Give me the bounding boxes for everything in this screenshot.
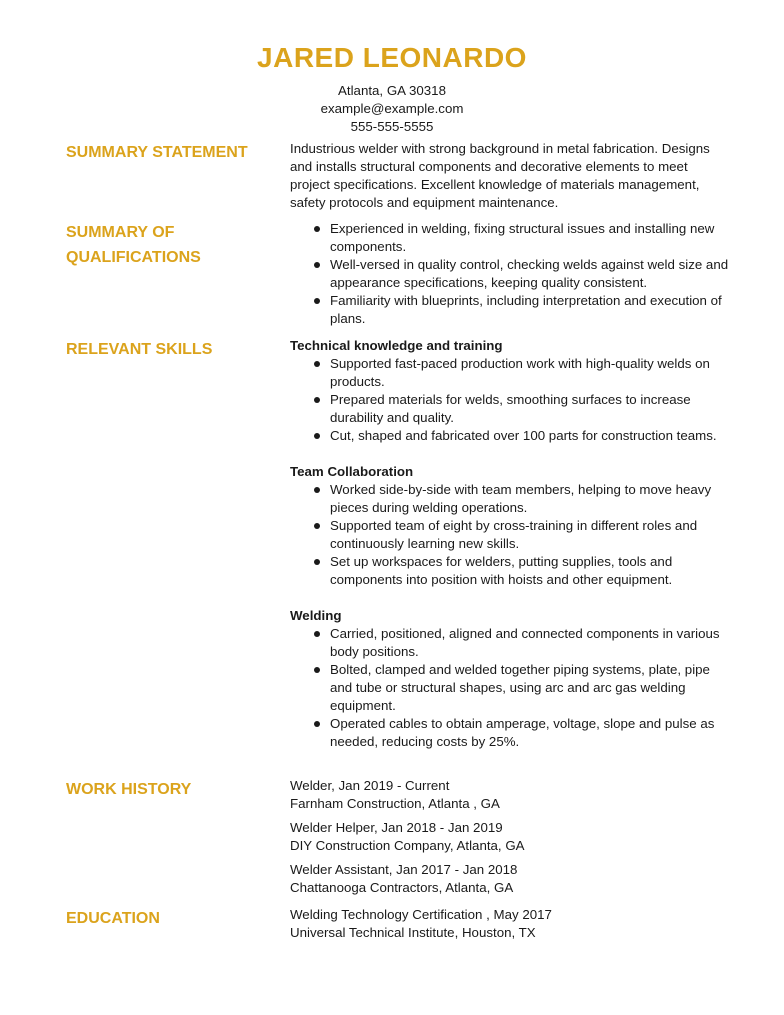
skill-group	[290, 463, 730, 589]
summary-title: SUMMARY STATEMENT	[66, 144, 248, 161]
list-item: Well-versed in quality control, checking welds against weld size and appearance specifications, keeping quality consistent.	[330, 257, 729, 290]
qualifications-title	[66, 220, 276, 270]
list-item: Supported team of eight by cross-training in different roles and continuously learning new skills.	[330, 517, 730, 553]
skill-group-heading: Technical knowledge and training	[290, 338, 503, 353]
list-item: Bolted, clamped and welded together piping systems, plate, pipe and tube or structural shapes, using arc and arc gas welding equipment.	[330, 661, 730, 715]
skills-title: RELEVANT SKILLS	[66, 341, 213, 358]
education-title: EDUCATION	[66, 910, 160, 927]
skill-group	[290, 337, 730, 445]
skill-group-heading: Team Collaboration	[290, 464, 414, 479]
address: Atlanta, GA 30318	[338, 83, 446, 98]
job-entry	[290, 777, 730, 813]
resume-header	[0, 40, 784, 136]
skill-group	[290, 607, 730, 751]
skills-body	[290, 337, 730, 769]
education-degree: Welding Technology Certification , May 2017	[290, 907, 552, 922]
list-item: Experienced in welding, fixing structural issues and installing new components.	[330, 220, 730, 256]
job-role: Welder Helper, Jan 2018 - Jan 2019	[290, 820, 503, 835]
work-title: WORK HISTORY	[66, 781, 192, 798]
list-item: Set up workspaces for welders, putting supplies, tools and components into position with hoists and other equipment.	[330, 553, 730, 589]
phone[interactable]: 555-555-5555	[350, 119, 434, 134]
work-body	[290, 777, 730, 903]
list-item: Operated cables to obtain amperage, voltage, slope and pulse as needed, reducing costs by 25%.	[330, 715, 730, 751]
job-role: Welder, Jan 2019 - Current	[290, 778, 450, 793]
email[interactable]: example@example.com	[320, 101, 464, 116]
list-item: Supported fast-paced production work with high-quality welds on products.	[330, 355, 730, 391]
skill-list	[290, 355, 730, 445]
summary-body	[290, 140, 730, 212]
qualifications-title-line1: SUMMARY OF	[66, 224, 175, 241]
job-company: Farnham Construction, Atlanta , GA	[290, 796, 500, 811]
list-item: Familiarity with blueprints, including interpretation and execution of plans.	[330, 292, 730, 328]
list-item: Prepared materials for welds, smoothing surfaces to increase durability and quality.	[330, 391, 730, 427]
job-entry	[290, 861, 730, 897]
qualifications-body	[290, 220, 730, 328]
summary-text: Industrious welder with strong background in metal fabrication. Designs and installs structural components and decorative elements to meet project specifications. Excellent knowledge of materials management, safety protocols and equipment maintenance.	[290, 141, 710, 210]
qualifications-title-line2: QUALIFICATIONS	[66, 249, 201, 266]
skill-list	[290, 481, 730, 589]
list-item: Worked side-by-side with team members, helping to move heavy pieces during welding operations.	[330, 481, 730, 517]
skill-group-heading: Welding	[290, 608, 342, 623]
education-school: Universal Technical Institute, Houston, TX	[290, 925, 536, 940]
list-item: Carried, positioned, aligned and connected components in various body positions.	[330, 625, 730, 661]
job-company: Chattanooga Contractors, Atlanta, GA	[290, 880, 514, 895]
job-entry	[290, 819, 730, 855]
candidate-name: JARED LEONARDO	[257, 42, 527, 73]
skill-list	[290, 625, 730, 751]
qualifications-list	[290, 220, 730, 328]
job-role: Welder Assistant, Jan 2017 - Jan 2018	[290, 862, 518, 877]
list-item: Cut, shaped and fabricated over 100 parts for construction teams.	[330, 427, 730, 445]
job-company: DIY Construction Company, Atlanta, GA	[290, 838, 525, 853]
education-body	[290, 906, 730, 942]
